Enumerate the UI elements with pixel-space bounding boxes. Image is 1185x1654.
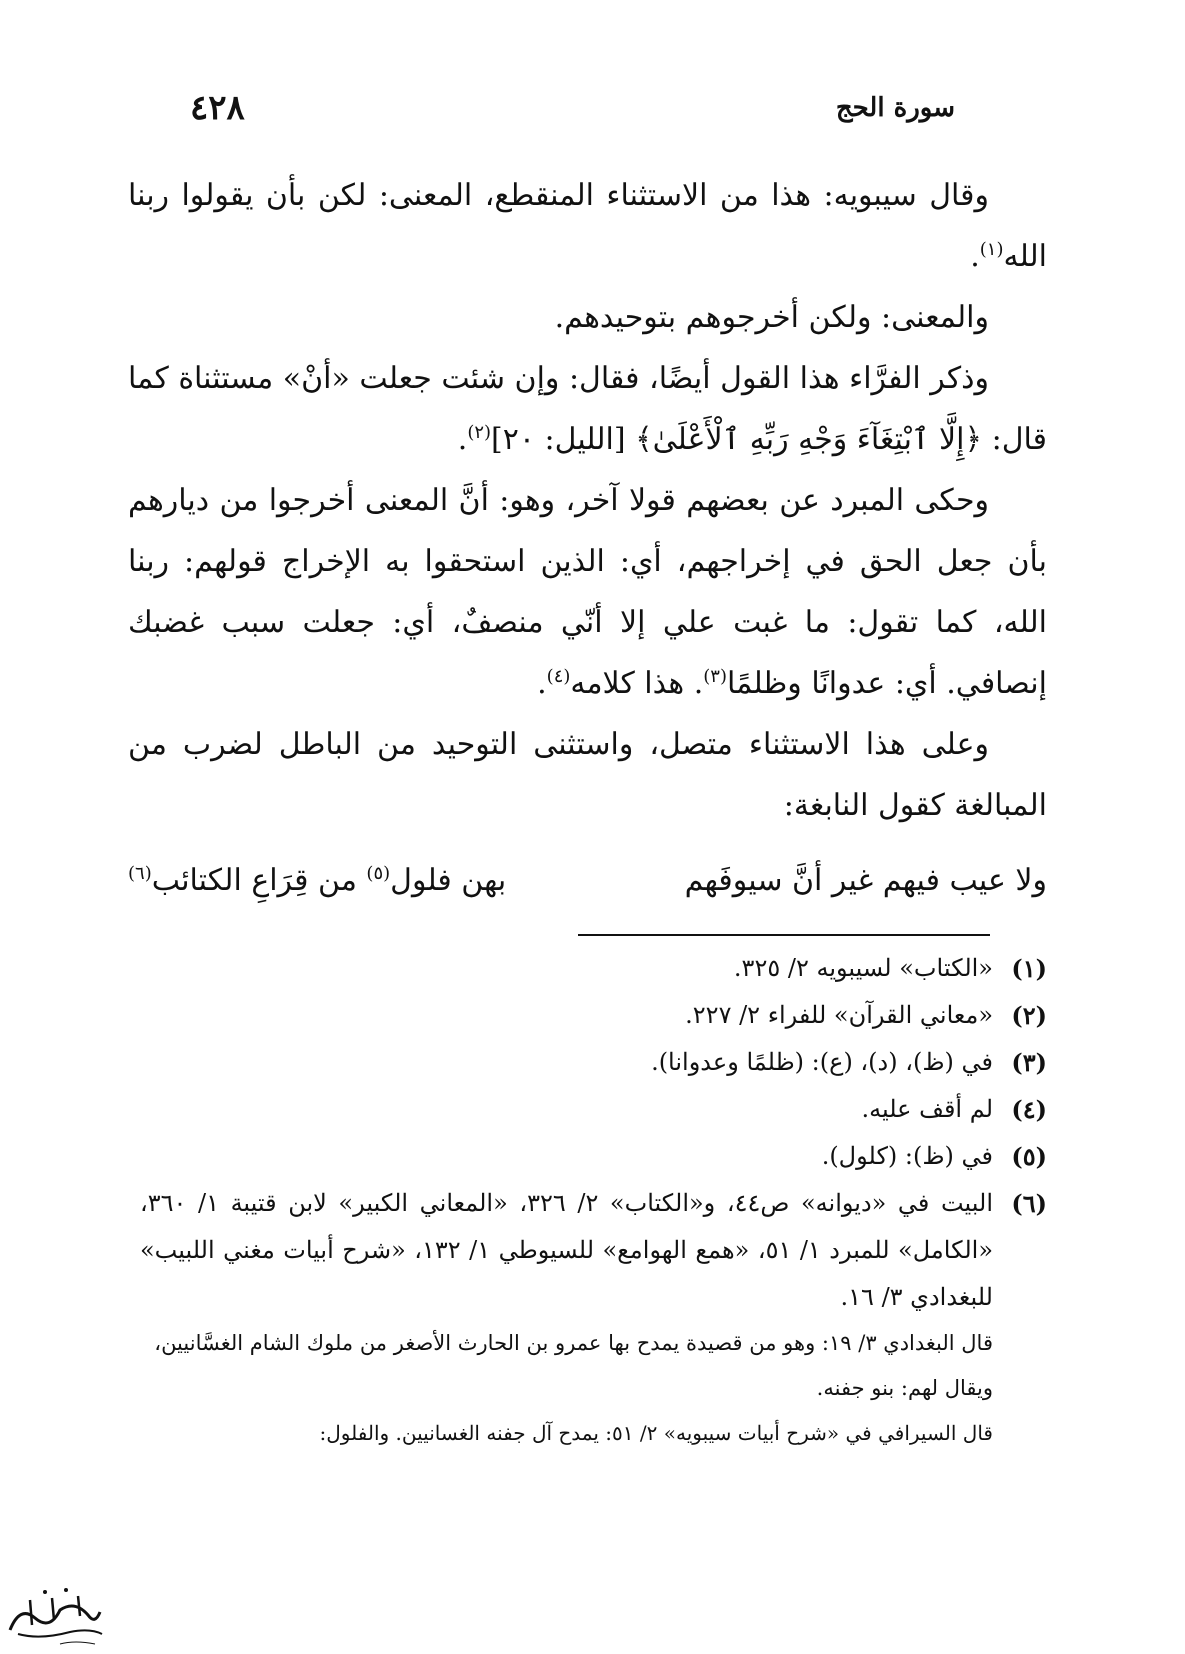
logo-mark	[0, 1570, 110, 1650]
footnote-text: البيت في «ديوانه» ص٤٤، و«الكتاب» ٢/ ٣٢٦، «المعاني الكبير» لابن قتيبة ١/ ٣٦٠، «الكامل» للمبرد ١/ ٥١، «همع الهوامع» للسيوطي ١/ ١٣٢، «شرح أبيات مغني اللبيب» للبغدادي ٣/ ١٦.	[140, 1189, 994, 1311]
footnote-ref-4: (٤)	[546, 666, 571, 687]
footnote-number: (٢)	[1011, 1001, 1047, 1030]
footnote-number: (٣)	[1011, 1048, 1047, 1077]
footnote-text: لم أقف عليه.	[861, 1095, 993, 1123]
footnote-item	[140, 1039, 1047, 1086]
footnote-text: «الكتاب» لسيبويه ٢/ ٣٢٥.	[733, 954, 993, 982]
footnote-text: «معاني القرآن» للفراء ٢/ ٢٢٧.	[685, 1001, 993, 1029]
footnote-text: في (ظ)، (د)، (ع): (ظلمًا وعدوانا).	[651, 1048, 993, 1076]
footnote-item	[140, 1180, 1047, 1321]
footnote-item	[140, 992, 1047, 1039]
footnote-number: (٦)	[1011, 1189, 1047, 1218]
paragraph-5: وعلى هذا الاستثناء متصل، واستثنى التوحيد من الباطل لضرب من المبالغة كقول النابغة:	[128, 727, 1047, 823]
paragraph-4-text: وحكى المبرد عن بعضهم قولا آخر، وهو: أنَّ المعنى أخرجوا من ديارهم بأن جعل الحق في إخراجهم، أي: الذين استحقوا به الإخراج قولهم: ربنا الله، كما تقول: ما غبت علي إلا أنّي منصفٌ، أي: جعلت سبب غضبك إنصافي. أي: عدوانًا وظلمًا	[128, 483, 1047, 701]
paragraph-3	[128, 348, 1047, 470]
footnote-ref-2: (٢)	[467, 422, 492, 443]
verse-first-hemistich: ولا عيب فيهم غير أنَّ سيوفَهم	[684, 862, 1047, 898]
footnotes	[140, 945, 1047, 1456]
footnote-ref-3: (٣)	[703, 666, 727, 687]
paragraph-4-end: .	[537, 666, 547, 701]
footnote-divider	[578, 934, 990, 936]
paragraph-1-end: .	[970, 239, 980, 274]
verse-second-a: بهن فلول	[390, 862, 507, 898]
paragraph-3-text: وذكر الفرَّاء هذا القول أيضًا، فقال: وإن شئت جعلت «أنْ» مستثناة كما قال: ﴿إِلَّا ٱبْتِغَآءَ وَجْهِ رَبِّهِ ٱلْأَعْلَىٰ﴾ [الليل: ٢٠]	[128, 361, 1047, 457]
page-number: ٤٢٨	[190, 88, 245, 128]
main-text	[128, 165, 1047, 836]
footnote-item	[140, 1133, 1047, 1180]
paragraph-4	[128, 470, 1047, 714]
footnote-ref-6: (٦)	[128, 862, 152, 884]
footnote-number: (٤)	[1011, 1095, 1047, 1124]
paragraph-4-text-b: . هذا كلامه	[570, 666, 704, 701]
footnote-item	[140, 1086, 1047, 1133]
paragraph-1	[128, 165, 1047, 287]
verse-second-hemistich	[128, 863, 506, 898]
footnote-text: في (ظ): (كلول).	[821, 1142, 993, 1170]
footnote-number: (٥)	[1011, 1142, 1047, 1171]
footnote-continuation: قال البغدادي ٣/ ١٩: وهو من قصيدة يمدح بها عمرو بن الحارث الأصغر من ملوك الشام الغسَّانيين، ويقال لهم: بنو جفنه.	[154, 1331, 993, 1400]
footnote-item	[140, 945, 1047, 992]
poetry-verse	[128, 850, 1047, 910]
footnote-continuation: قال السيرافي في «شرح أبيات سيبويه» ٢/ ٥١: يمدح آل جفنه الغسانيين. والفلول:	[319, 1421, 993, 1445]
calligraphy-logo	[0, 1570, 110, 1650]
footnote-number: (١)	[1011, 954, 1047, 983]
verse-second-b: من قِرَاعِ الكتائب	[151, 862, 367, 898]
paragraph-2: والمعنى: ولكن أخرجوهم بتوحيدهم.	[554, 300, 989, 335]
paragraph-3-end: .	[457, 422, 468, 457]
page-header	[190, 78, 955, 138]
footnote-ref-5: (٥)	[366, 862, 391, 884]
footnote-ref-1: (١)	[979, 239, 1004, 260]
running-title: سورة الحج	[835, 93, 955, 123]
paragraph-1-text: وقال سيبويه: هذا من الاستثناء المنقطع، المعنى: لكن بأن يقولوا ربنا الله	[128, 178, 1047, 274]
